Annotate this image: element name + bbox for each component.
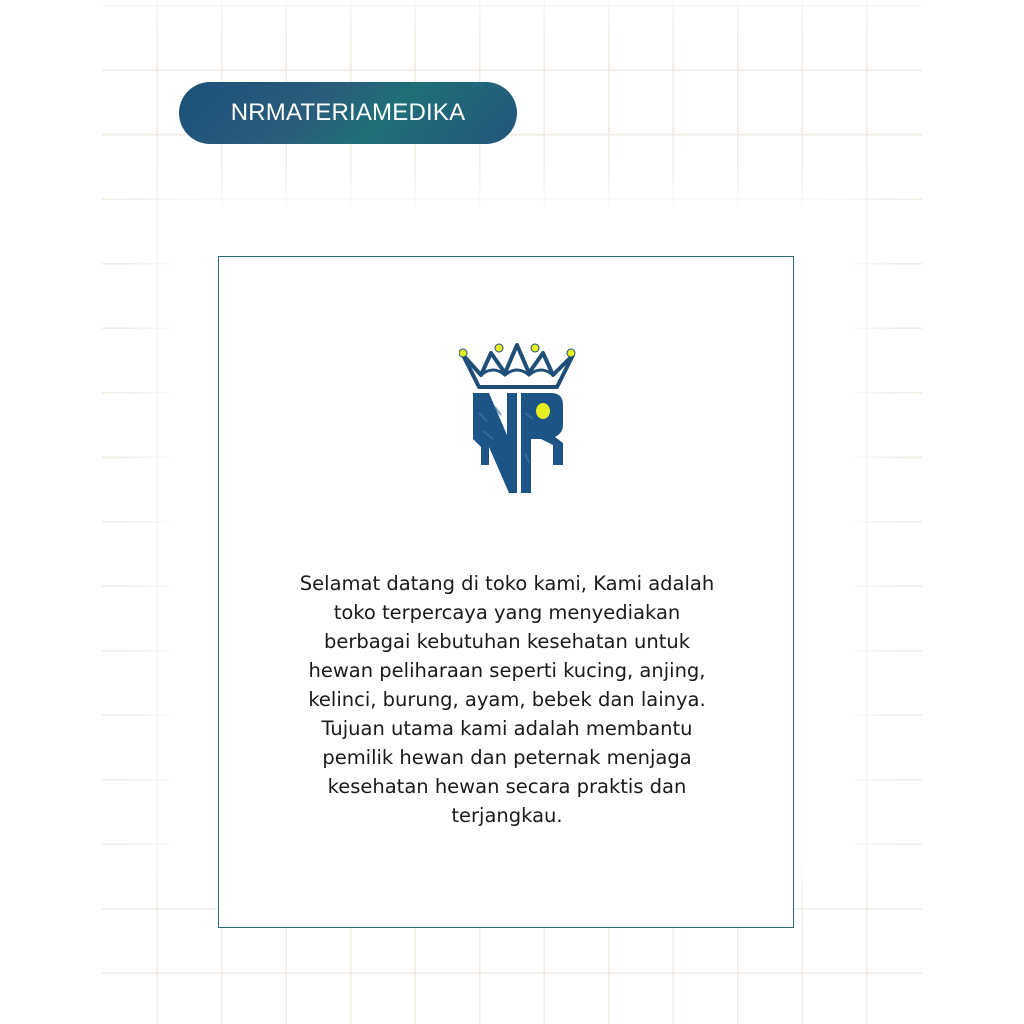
welcome-description: Selamat datang di toko kami, Kami adalah toko terpercaya yang menyediakan berbagai kebutuhan kesehatan untuk hewan peliharaan seperti kucing, anjing, kelinci, burung, ayam, bebek dan lainya. Tujuan utama kami adalah membantu pemilik hewan dan peternak menjaga kesehatan hewan secara praktis dan terjangkau. — [299, 572, 715, 827]
brand-name-text: NRMATERIAMEDIKA — [230, 99, 466, 126]
welcome-card — [218, 256, 794, 928]
crown-dot-4 — [567, 349, 575, 357]
brand-name-badge — [179, 82, 517, 144]
grid-fade — [102, 0, 922, 40]
crown-dot-3 — [531, 344, 539, 352]
crown-nr-logo-icon — [459, 343, 577, 495]
crown-dot-2 — [495, 344, 503, 352]
crown-dot-1 — [459, 349, 467, 357]
logo-yellow-dot — [536, 403, 550, 419]
crown-icon — [463, 345, 573, 387]
